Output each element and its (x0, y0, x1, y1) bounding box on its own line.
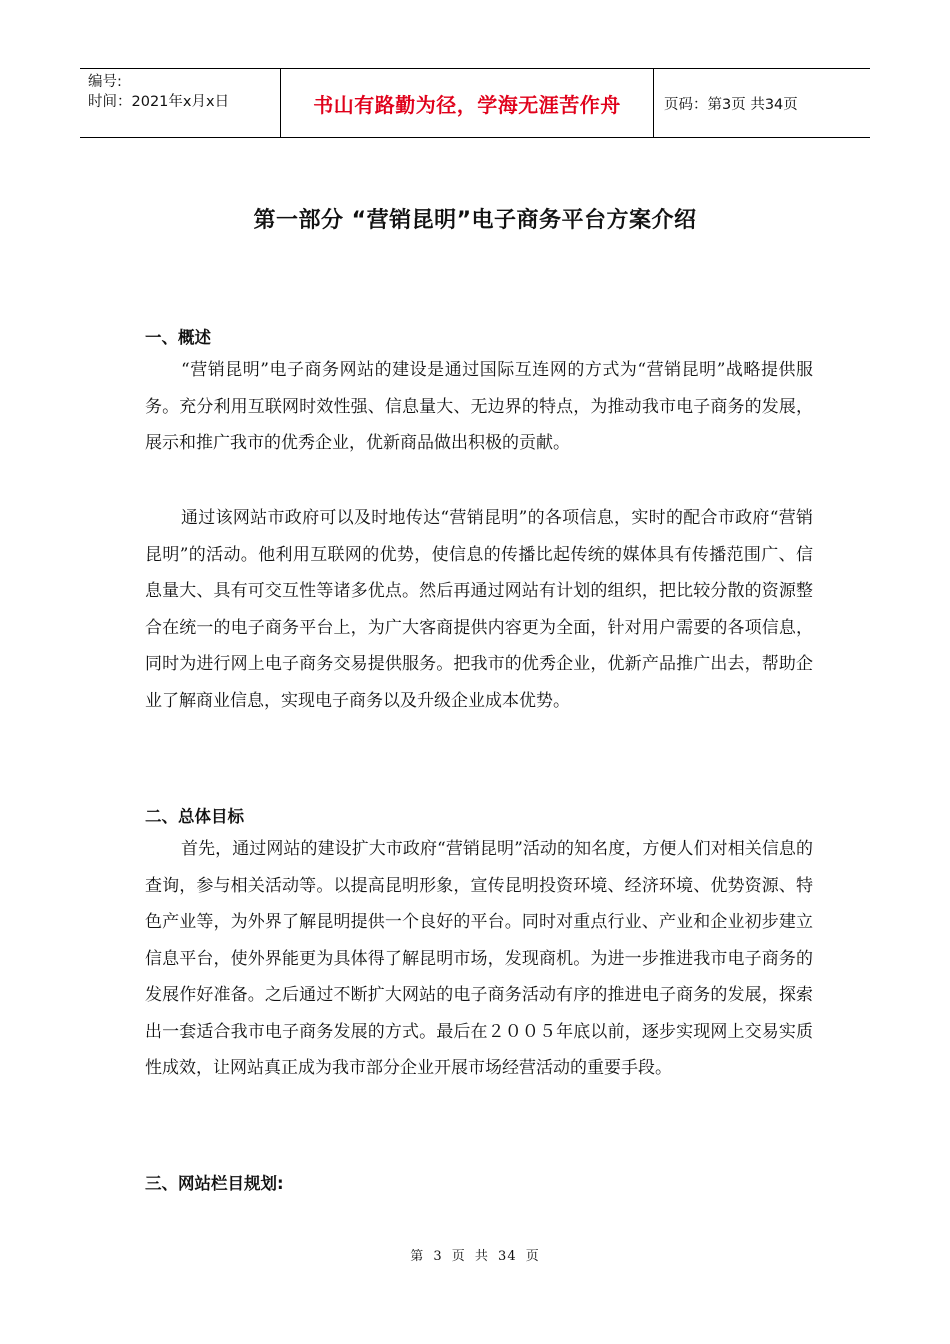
document-title: 第一部分 “营销昆明”电子商务平台方案介绍 (253, 208, 697, 233)
time-label: 时间：2021年x月x日 (88, 94, 230, 110)
serial-label: 编号: (88, 74, 122, 90)
header-page-code: 页码：第3页 共34页 (664, 96, 798, 113)
goals-paragraph-1: 首先，通过网站的建设扩大市政府“营销昆明”活动的知名度，方便人们对相关信息的查询，参与相关活动等。以提高昆明形象，宣传昆明投资环境、经济环境、优势资源、特色产业等，为外界了解昆明提供一个良好的平台。同时对重点行业、产业和企业初步建立信息平台，使外界能更为具体得了解昆明市场，发现商机。为进一步推进我市电子商务的发展作好准备。之后通过不断扩大网站的电子商务活动有序的推进电子商务的发展，探索出一套适合我市电子商务发展的方式。最后在２００５年底以前，逐步实现网上交易实质性成效，让网站真正成为我市部分企业开展市场经营活动的重要手段。 (145, 839, 813, 1078)
section-heading-goals: 二、总体目标 (145, 807, 244, 826)
page-footer: 第 3 页 共 34 页 (410, 1249, 540, 1264)
section-heading-columns: 三、网站栏目规划: (145, 1174, 284, 1193)
overview-paragraph-1: “营销昆明”电子商务网站的建设是通过国际互连网的方式为“营销昆明”战略提供服务。充分利用互联网时效性强、信息量大、无边界的特点，为推动我市电子商务的发展，展示和推广我市的优秀企业，优新商品做出积极的贡献。 (145, 360, 813, 453)
page-header (80, 68, 870, 138)
header-motto: 书山有路勤为径，学海无涯苦作舟 (281, 69, 654, 137)
overview-paragraph-2: 通过该网站市政府可以及时地传达“营销昆明”的各项信息，实时的配合市政府“营销昆明”的活动。他利用互联网的优势，使信息的传播比起传统的媒体具有传播范围广、信息量大、具有可交互性等诸多优点。然后再通过网站有计划的组织，把比较分散的资源整合在统一的电子商务平台上，为广大客商提供内容更为全面，针对用户需要的各项信息，同时为进行网上电子商务交易提供服务。把我市的优秀企业，优新产品推广出去，帮助企业了解商业信息，实现电子商务以及升级企业成本优势。 (145, 508, 813, 711)
section-heading-overview: 一、概述 (145, 328, 211, 347)
header-meta (80, 69, 281, 137)
